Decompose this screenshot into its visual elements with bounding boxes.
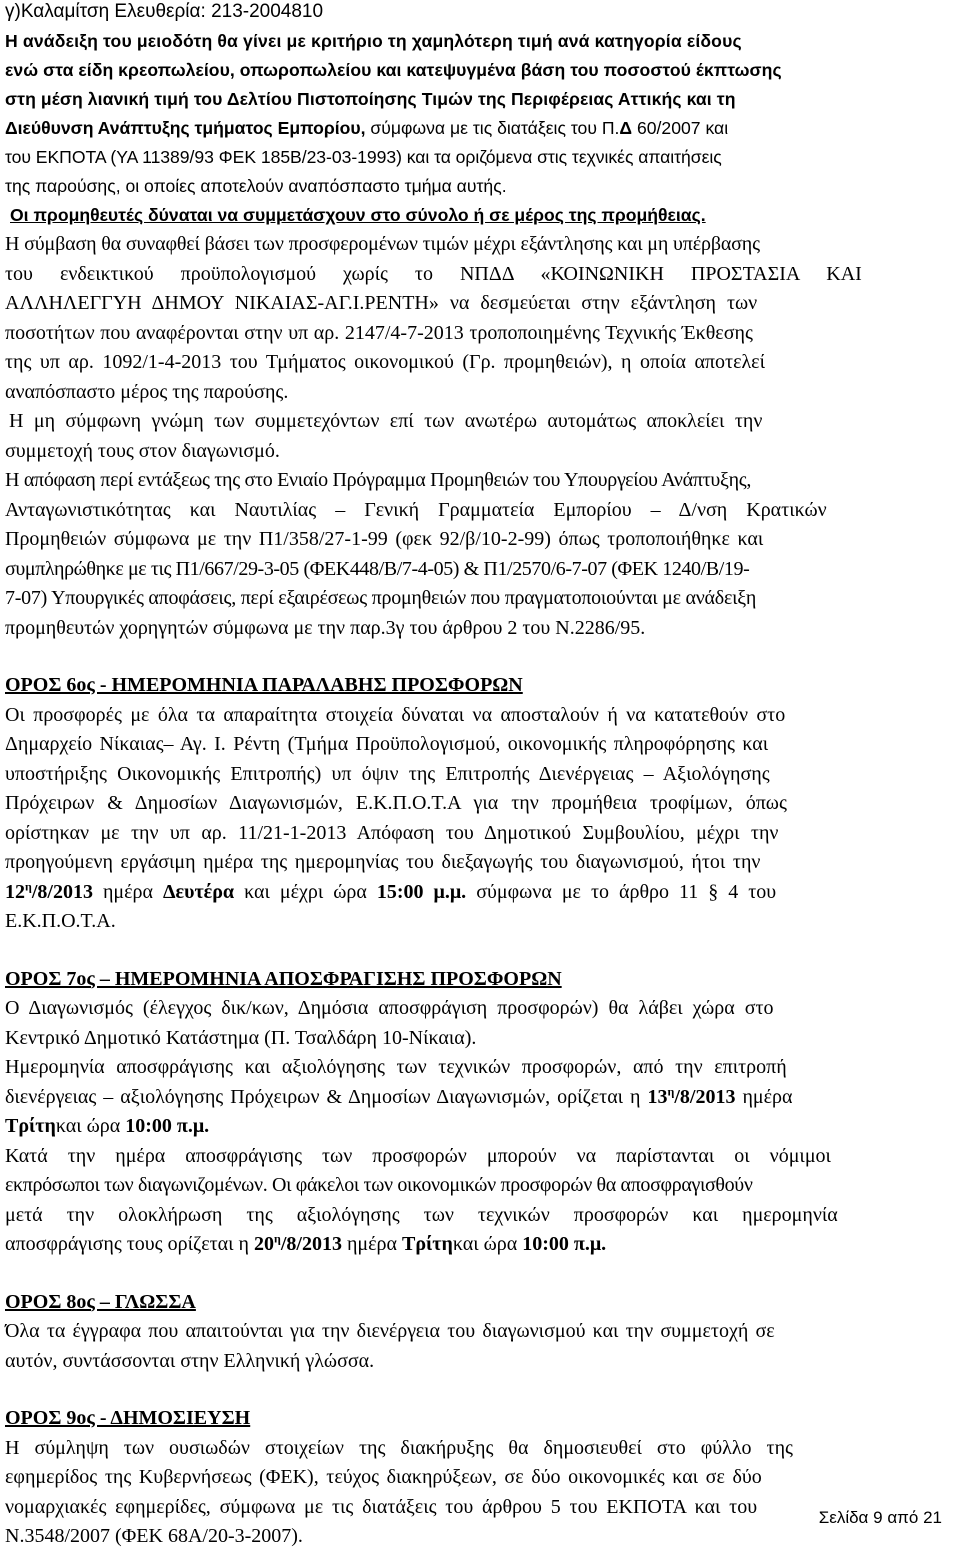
financial-opening-day: 20 [254,1233,274,1255]
article-7-p2-line-3: Τρίτηκαι ώρα 10:00 π.μ. [5,1115,210,1137]
contract-paragraph [5,230,953,407]
contract-line-4: ποσοτήτων που αναφέρονται στην υπ αρ. 2147/4-7-2013 τροποποιημένης Τεχνικής Έκθεσης [5,321,753,344]
exemption-line-1: Η απόφαση περί εντάξεως της στο Ενιαίο Πρόγραμμα Προμηθειών του Υπουργείου Ανάπτυξης, [5,469,752,491]
article-9-line-3: νομαρχιακές εφημερίδες, σύμφωνα με τις διατάξεις του άρθρου 5 του ΕΚΠΟΤΑ και του [5,1495,758,1518]
article-6-deadline-line: $12^\eta/8/2013$ ημέρα Δευτέρα και μέχρι ώρα 15:00 μ.μ. σύμφωνα με το άρθρο 11 § 4 του [5,878,777,903]
contract-line-3: ΑΛΛΗΛΕΓΓΥΗ ΔΗΜΟΥ ΝΙΚΑΙΑΣ-ΑΓ.Ι.ΡΕΝΤΗ» να δεσμεύεται στην εξάντληση των [5,292,758,314]
exemption-paragraph [5,466,953,643]
financial-opening-weekday: Τρίτη [402,1233,453,1255]
article-6-line-1: Οι προσφορές με όλα τα απαραίτητα στοιχεία δύναται να αποσταλούν ή να κατατεθούν στο [5,703,786,726]
spacer [5,937,953,965]
opening-weekday: Τρίτη [5,1115,56,1137]
article-6 [5,671,953,937]
exclusion-line-2: συμμετοχή τους στον διαγωνισμό. [5,439,280,462]
article-7-p2-line-2: διενέργειας – αξιολόγησης Πρόχειρων & Δημοσίων Διαγωνισμών, ορίζεται η $13^\eta/8/2013$ ημέρα [5,1083,793,1108]
article-7-p3-line-3: μετά την ολοκλήρωση της αξιολόγησης των τεχνικών προσφορών και ημερομηνία [5,1203,838,1226]
spacer [5,1260,953,1288]
financial-opening-time: 10:00 π.μ. [522,1233,607,1255]
exemption-line-4: συμπληρώθηκε με τις Π1/667/29-3-05 (ΦΕΚ448/Β/7-4-05) & Π1/2570/6-7-07 (ΦΕΚ 1240/Β/19- [5,557,750,580]
of-label: από [887,1508,919,1527]
article-6-line-3: υποστήριξης Οικονομικής Επιτροπής) υπ όψιν της Επιτροπής Διενέργειας – Αξιολόγησης [5,762,770,785]
article-8 [5,1288,953,1377]
article-7 [5,965,953,1260]
contract-line-1: Η σύμβαση θα συναφθεί βάσει των προσφερομένων τιμών μέχρι εξάντλησης και μη υπέρβασης [5,233,760,255]
spacer [5,1376,953,1404]
total-pages: 21 [923,1508,942,1527]
award-criteria-paragraph [5,27,953,230]
intro-line-3: στη μέση λιανική τιμή του Δελτίου Πιστοποίησης Τιμών της Περιφέρειας Αττικής και τη [5,89,736,109]
page-footer [819,1508,942,1528]
article-9 [5,1404,953,1552]
article-6-line-2: Δημαρχείο Νίκαιας– Αγ. Ι. Ρέντη (Τμήμα Προϋπολογισμού, οικονομικής πληροφόρησης και [5,733,769,755]
article-7-heading: ΟΡΟΣ 7ος – ΗΜΕΡΟΜΗΝΙΑ ΑΠΟΣΦΡΑΓΙΣΗΣ ΠΡΟΣΦΟΡΩΝ [5,967,562,990]
article-9-line-1: Η σύμληψη των ουσιωδών στοιχείων της διακήρυξης θα δημοσιευθεί στο φύλλο της [5,1436,793,1459]
deadline-time: 15:00 μ.μ. [376,880,467,903]
contract-line-6: αναπόσπαστο μέρος της παρούσης. [5,380,289,403]
opening-time: 10:00 π.μ. [125,1115,210,1137]
exemption-line-3: Προμηθειών σύμφωνα με την Π1/358/27-1-99 (φεκ 92/β/10-2-99) όπως τροποποιήθηκε και [5,528,764,550]
spacer [5,643,953,671]
article-8-line-2: αυτόν, συντάσσονται στην Ελληνική γλώσσα. [5,1349,375,1372]
article-7-p1-line-2: Κεντρικό Δημοτικό Κατάστημα (Π. Τσαλδάρη 10-Νίκαια). [5,1026,477,1049]
article-9-line-2: εφημερίδος της Κυβερνήσεως (ΦΕΚ), τεύχος διακηρύξεων, σε δύο οικονομικές και σε δύο [5,1466,762,1488]
article-7-p3-line-2: εκπρόσωποι των διαγωνιζομένων. Οι φάκελοι των οικονομικών προσφορών θα αποσφραγισθούν [5,1174,753,1196]
article-9-heading: ΟΡΟΣ 9ος - ΔΗΜΟΣΙΕΥΣΗ [5,1407,251,1429]
deadline-day: 12 [5,880,25,903]
financial-opening-date: /8/2013 [280,1233,342,1255]
article-6-heading: ΟΡΟΣ 6ος - ΗΜΕΡΟΜΗΝΙΑ ΠΑΡΑΛΑΒΗΣ ΠΡΟΣΦΟΡΩΝ [5,674,523,696]
intro-bold-lead: Διεύθυνση Ανάπτυξης τμήματος Εμπορίου, [5,118,366,138]
intro-line-6: της παρούσης, οι οποίες αποτελούν αναπόσπαστο τμήμα αυτής. [5,176,507,196]
article-8-line-1: Όλα τα έγγραφα που απαιτούνται για την διενέργεια του διαγωνισμού και την συμμετοχή σε [5,1320,775,1342]
opening-day: 13 [647,1085,668,1108]
partial-participation-note: Οι προμηθευτές δύναται να συμμετάσχουν στο σύνολο ή σε μέρος της προμήθειας. [10,205,706,225]
contract-line-2: του ενδεικτικού προϋπολογισμού χωρίς το ΝΠΔΔ «ΚΟΙΝΩΝΙΚΗ ΠΡΟΣΤΑΣΙΑ ΚΑΙ [5,262,862,285]
article-7-p1-line-1: Ο Διαγωνισμός (έλεγχος δικ/κων, Δημόσια αποσφράγιση προσφορών) θα λάβει χώρα στο [5,997,774,1019]
intro-line-1: Η ανάδειξη του μειοδότη θα γίνει με κριτήριο τη χαμηλότερη τιμή ανά κατηγορία είδους [5,31,742,51]
article-7-p2-line-1: Ημερομηνία αποσφράγισης και αξιολόγησης των τεχνικών προσφορών, από την επιτροπή [5,1056,787,1078]
article-8-heading: ΟΡΟΣ 8ος – ΓΛΩΣΣΑ [5,1290,196,1313]
intro-normal-tail: σύμφωνα με τις διατάξεις του Π. [365,118,620,138]
intro-pd-rest: 60/2007 και [632,118,729,138]
intro-line-5: του ΕΚΠΟΤΑ (ΥΑ 11389/93 ΦΕΚ 185Β/23-03-1993) και τα οριζόμενα στις τεχνικές απαιτήσεις [5,147,722,167]
contract-line-5: της υπ αρ. 1092/1-4-2013 του Τμήματος οικονομικού (Γρ. προμηθειών), η οποία αποτελεί [5,351,765,373]
deadline-weekday: Δευτέρα [163,880,235,903]
article-7-p3-line-4: αποσφράγισης τους ορίζεται η $20^\eta/8/2013$ ημέρα Τρίτηκαι ώρα 10:00 π.μ. [5,1231,607,1255]
article-9-line-4: Ν.3548/2007 (ΦΕΚ 68Α/20-3-2007). [5,1525,303,1547]
page-label: Σελίδα [818,1508,869,1527]
deadline-date: /8/2013 [31,880,93,903]
article-6-line-5: ορίστηκαν με την υπ αρ. 11/21-1-2013 Απόφαση του Δημοτικού Συμβουλίου, μέχρι την [5,821,779,844]
opening-date: /8/2013 [674,1085,736,1108]
document-page [5,0,953,1547]
contact-line: γ)Καλαμίτση Ελευθερία: 213-2004810 [5,1,324,22]
exemption-line-2: Ανταγωνιστικότητας και Ναυτιλίας – Γενική Γραμματεία Εμπορίου – Δ/νση Κρατικών [5,498,827,521]
exemption-line-5: 7-07) Υπουργικές αποφάσεις, περί εξαιρέσεως προμηθειών που πραγματοποιούνται με ανάδειξη [5,587,757,609]
article-6-last-line: Ε.Κ.Π.Ο.Τ.Α. [5,910,116,932]
article-7-p3-line-1: Κατά την ημέρα αποσφράγισης των προσφορών μπορούν να παρίστανται οι νόμιμοι [5,1144,831,1167]
exemption-line-6: προμηθευτών χορηγητών σύμφωνα με την παρ.3γ του άρθρου 2 του Ν.2286/95. [5,616,646,639]
deadline-ordinal: η [25,878,32,893]
article-6-line-6: προηγούμενη εργάσιμη ημέρα της ημερομηνίας του διεξαγωγής του διαγωνισμού, ήτοι την [5,851,761,873]
intro-line-4 [5,114,953,143]
intro-line-2: ενώ στα είδη κρεοπωλείου, οπωροπωλείου και κατεψυγμένα βάση του ποσοστού έκπτωσης [5,60,782,80]
page-number: 9 [873,1508,883,1527]
article-6-line-4: Πρόχειρων & Δημοσίων Διαγωνισμών, Ε.Κ.Π.Ο.Τ.Α για την προμήθεια τροφίμων, όπως [5,792,787,814]
exclusion-paragraph [5,407,953,466]
intro-pd-letter: Δ [619,118,633,138]
exclusion-line-1: Η μη σύμφωνη γνώμη των συμμετεχόντων επί των ανωτέρω αυτομάτως αποκλείει την [9,410,763,432]
